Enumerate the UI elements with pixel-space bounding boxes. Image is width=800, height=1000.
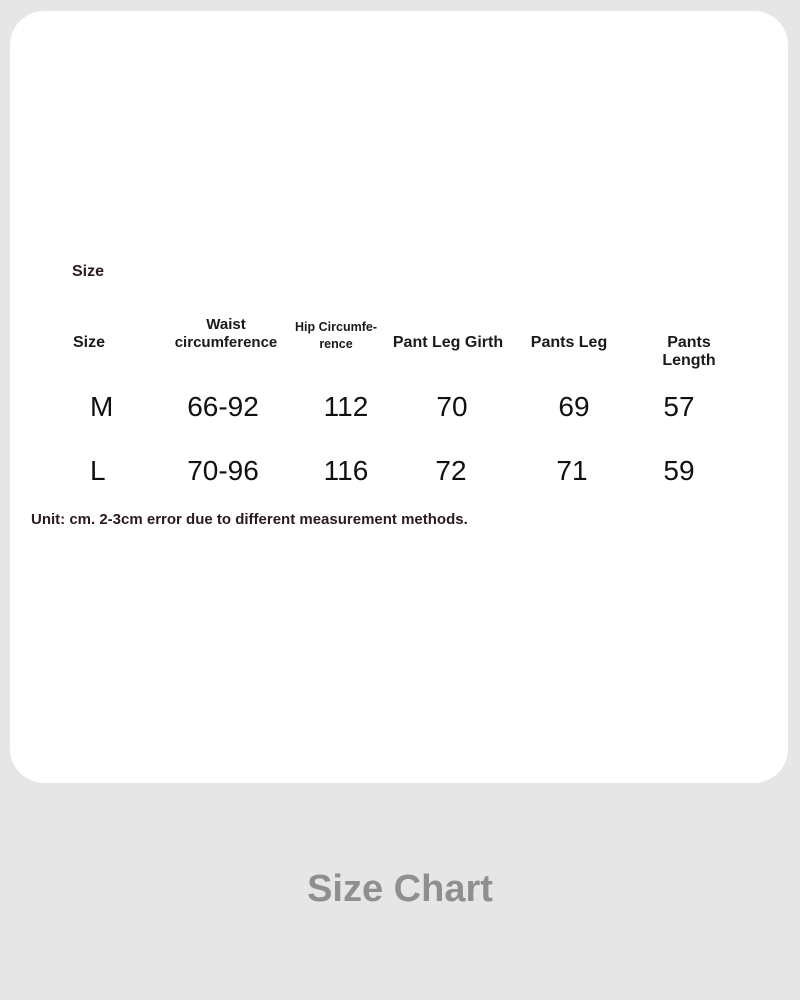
header-waist-line2: circumference	[174, 334, 278, 351]
cell-leg-girth: 70	[436, 391, 468, 422]
header-waist	[175, 316, 278, 352]
page-title: Size Chart	[307, 868, 493, 910]
header-pants-length: Pants Length	[662, 334, 716, 369]
size-chart-card	[10, 11, 788, 783]
header-pants-leg: Pants Leg	[530, 334, 608, 351]
cell-pants-leg: 69	[558, 391, 590, 422]
cell-pants-length: 57	[663, 391, 695, 422]
cell-waist: 70-96	[187, 455, 259, 486]
header-hip-line1: Hip Circumfe-	[295, 320, 377, 334]
header-waist-line1: Waist	[206, 316, 246, 333]
measurement-note: Unit: cm. 2-3cm error due to different measurement methods.	[31, 511, 468, 528]
cell-pants-leg: 71	[556, 455, 588, 486]
header-leg-girth: Pant Leg Girth	[392, 334, 504, 351]
cell-hip: 112	[323, 391, 369, 422]
header-hip	[295, 319, 377, 353]
cell-waist: 66-92	[187, 391, 259, 422]
header-size: Size	[73, 334, 106, 351]
cell-hip: 116	[323, 455, 369, 486]
cell-size: M	[90, 391, 114, 422]
header-hip-line2: rence	[319, 337, 353, 351]
cell-pants-length: 59	[663, 455, 695, 486]
cell-leg-girth: 72	[435, 455, 467, 486]
size-section-title: Size	[72, 263, 105, 280]
cell-size: L	[90, 455, 106, 486]
